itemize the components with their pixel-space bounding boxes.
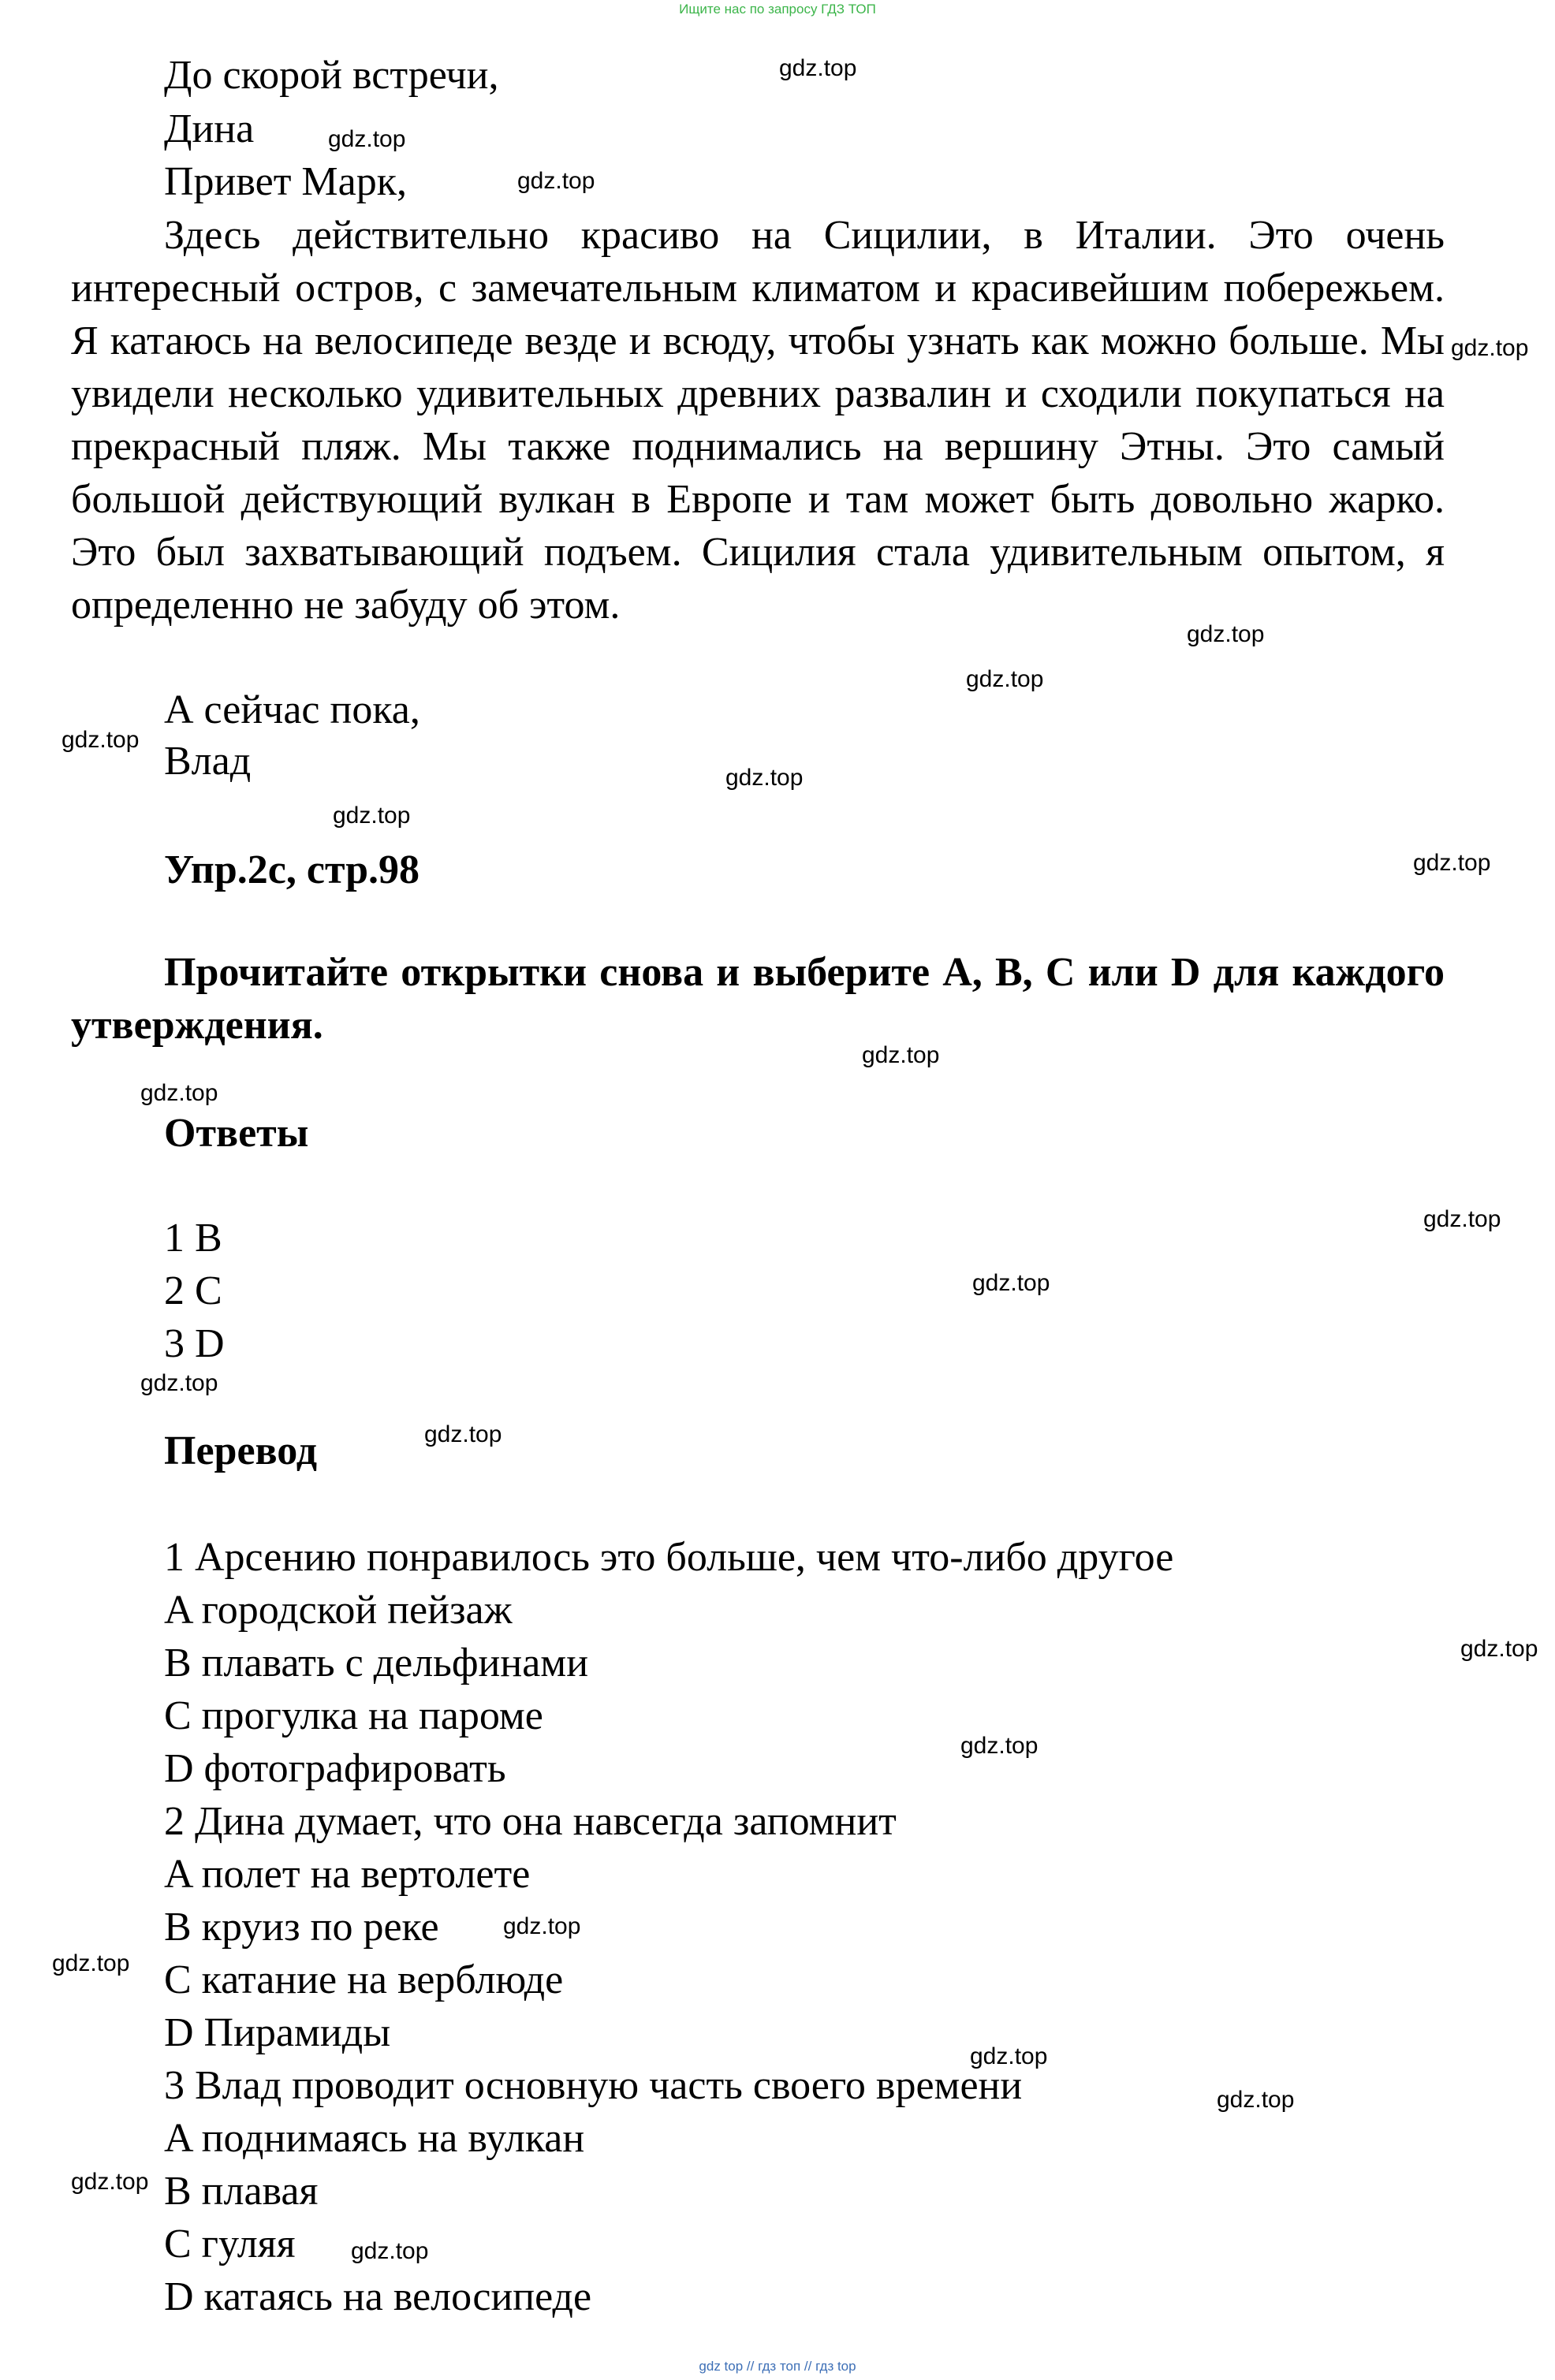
watermark: gdz.top (1451, 335, 1529, 361)
watermark: gdz.top (1413, 850, 1491, 876)
watermark: gdz.top (62, 727, 140, 753)
letter1-closing: До скорой встречи, (164, 53, 499, 98)
translation-line: 3 Влад проводит основную часть своего времени (164, 2063, 1023, 2108)
letter2-closing: А сейчас пока, (164, 687, 420, 732)
answers-heading: Ответы (164, 1111, 309, 1156)
translation-line: D фотографировать (164, 1746, 506, 1791)
translation-line: 2 Дина думает, что она навсегда запомнит (164, 1799, 897, 1844)
watermark: gdz.top (424, 1421, 502, 1447)
exercise-title: Упр.2c, стр.98 (164, 847, 420, 892)
translation-line: D Пирамиды (164, 2010, 391, 2055)
translation-line: B круиз по реке (164, 1905, 439, 1950)
answer-item: 1 B (164, 1216, 222, 1261)
answer-item: 3 D (164, 1321, 225, 1366)
watermark: gdz.top (333, 803, 411, 829)
translation-line: C катание на верблюде (164, 1957, 564, 2002)
watermark: gdz.top (52, 1950, 130, 1976)
watermark: gdz.top (972, 1270, 1050, 1296)
answer-item: 2 C (164, 1268, 222, 1313)
watermark: gdz.top (1460, 1636, 1538, 1662)
letter2-signature: Влад (164, 739, 252, 784)
exercise-task: Прочитайте открытки снова и выберите A, B, C или D для каждого утверждения. (71, 950, 1445, 1048)
translation-line: B плавать с дельфинами (164, 1641, 589, 1685)
translation-line: A поднимаясь на вулкан (164, 2116, 585, 2161)
watermark: gdz.top (1217, 2087, 1295, 2113)
watermark: gdz.top (779, 55, 857, 81)
translation-line: C гуляя (164, 2222, 296, 2266)
watermark: gdz.top (71, 2169, 149, 2195)
watermark: gdz.top (140, 1080, 218, 1106)
translation-line: B плавая (164, 2169, 319, 2214)
watermark: gdz.top (862, 1042, 940, 1068)
watermark: gdz.top (328, 126, 406, 152)
watermark: gdz.top (1423, 1206, 1501, 1232)
top-banner[interactable]: Ищите нас по запросу ГДЗ ТОП (679, 2, 876, 17)
watermark: gdz.top (140, 1370, 218, 1396)
letter2-body: Здесь действительно красиво на Сицилии, в Италии. Это очень интересный остров, с замечательным климатом и красивейшим побережьем. Я катаюсь на велосипеде везде и всюду, чтобы узнать как можно больше. Мы увидели несколько удивительных древних развалин и сходили покупаться на прекрасный пляж. Мы также поднимались на вершину Этны. Это самый большой действующий вулкан в Европе и там может быть довольно жарко. Это был захватывающий подъем. Сицилия стала удивительным опытом, я определенно не забуду об этом. (71, 213, 1445, 628)
translation-heading: Перевод (164, 1428, 318, 1473)
watermark: gdz.top (960, 1733, 1039, 1759)
translation-line: C прогулка на пароме (164, 1693, 543, 1738)
watermark: gdz.top (1187, 621, 1265, 647)
watermark: gdz.top (503, 1913, 581, 1939)
letter2-greeting: Привет Марк, (164, 159, 408, 204)
watermark: gdz.top (725, 765, 804, 791)
watermark: gdz.top (966, 666, 1044, 692)
translation-line: D катаясь на велосипеде (164, 2274, 592, 2319)
translation-line: 1 Арсению понравилось это больше, чем что-либо другое (164, 1535, 1174, 1580)
bottom-footer[interactable]: gdz top // гдз топ // гдз top (699, 2359, 856, 2374)
watermark: gdz.top (517, 168, 595, 194)
translation-line: A городской пейзаж (164, 1588, 513, 1633)
watermark: gdz.top (351, 2238, 429, 2264)
letter1-signature: Дина (164, 106, 255, 151)
watermark: gdz.top (970, 2043, 1048, 2069)
translation-line: A полет на вертолете (164, 1852, 531, 1897)
